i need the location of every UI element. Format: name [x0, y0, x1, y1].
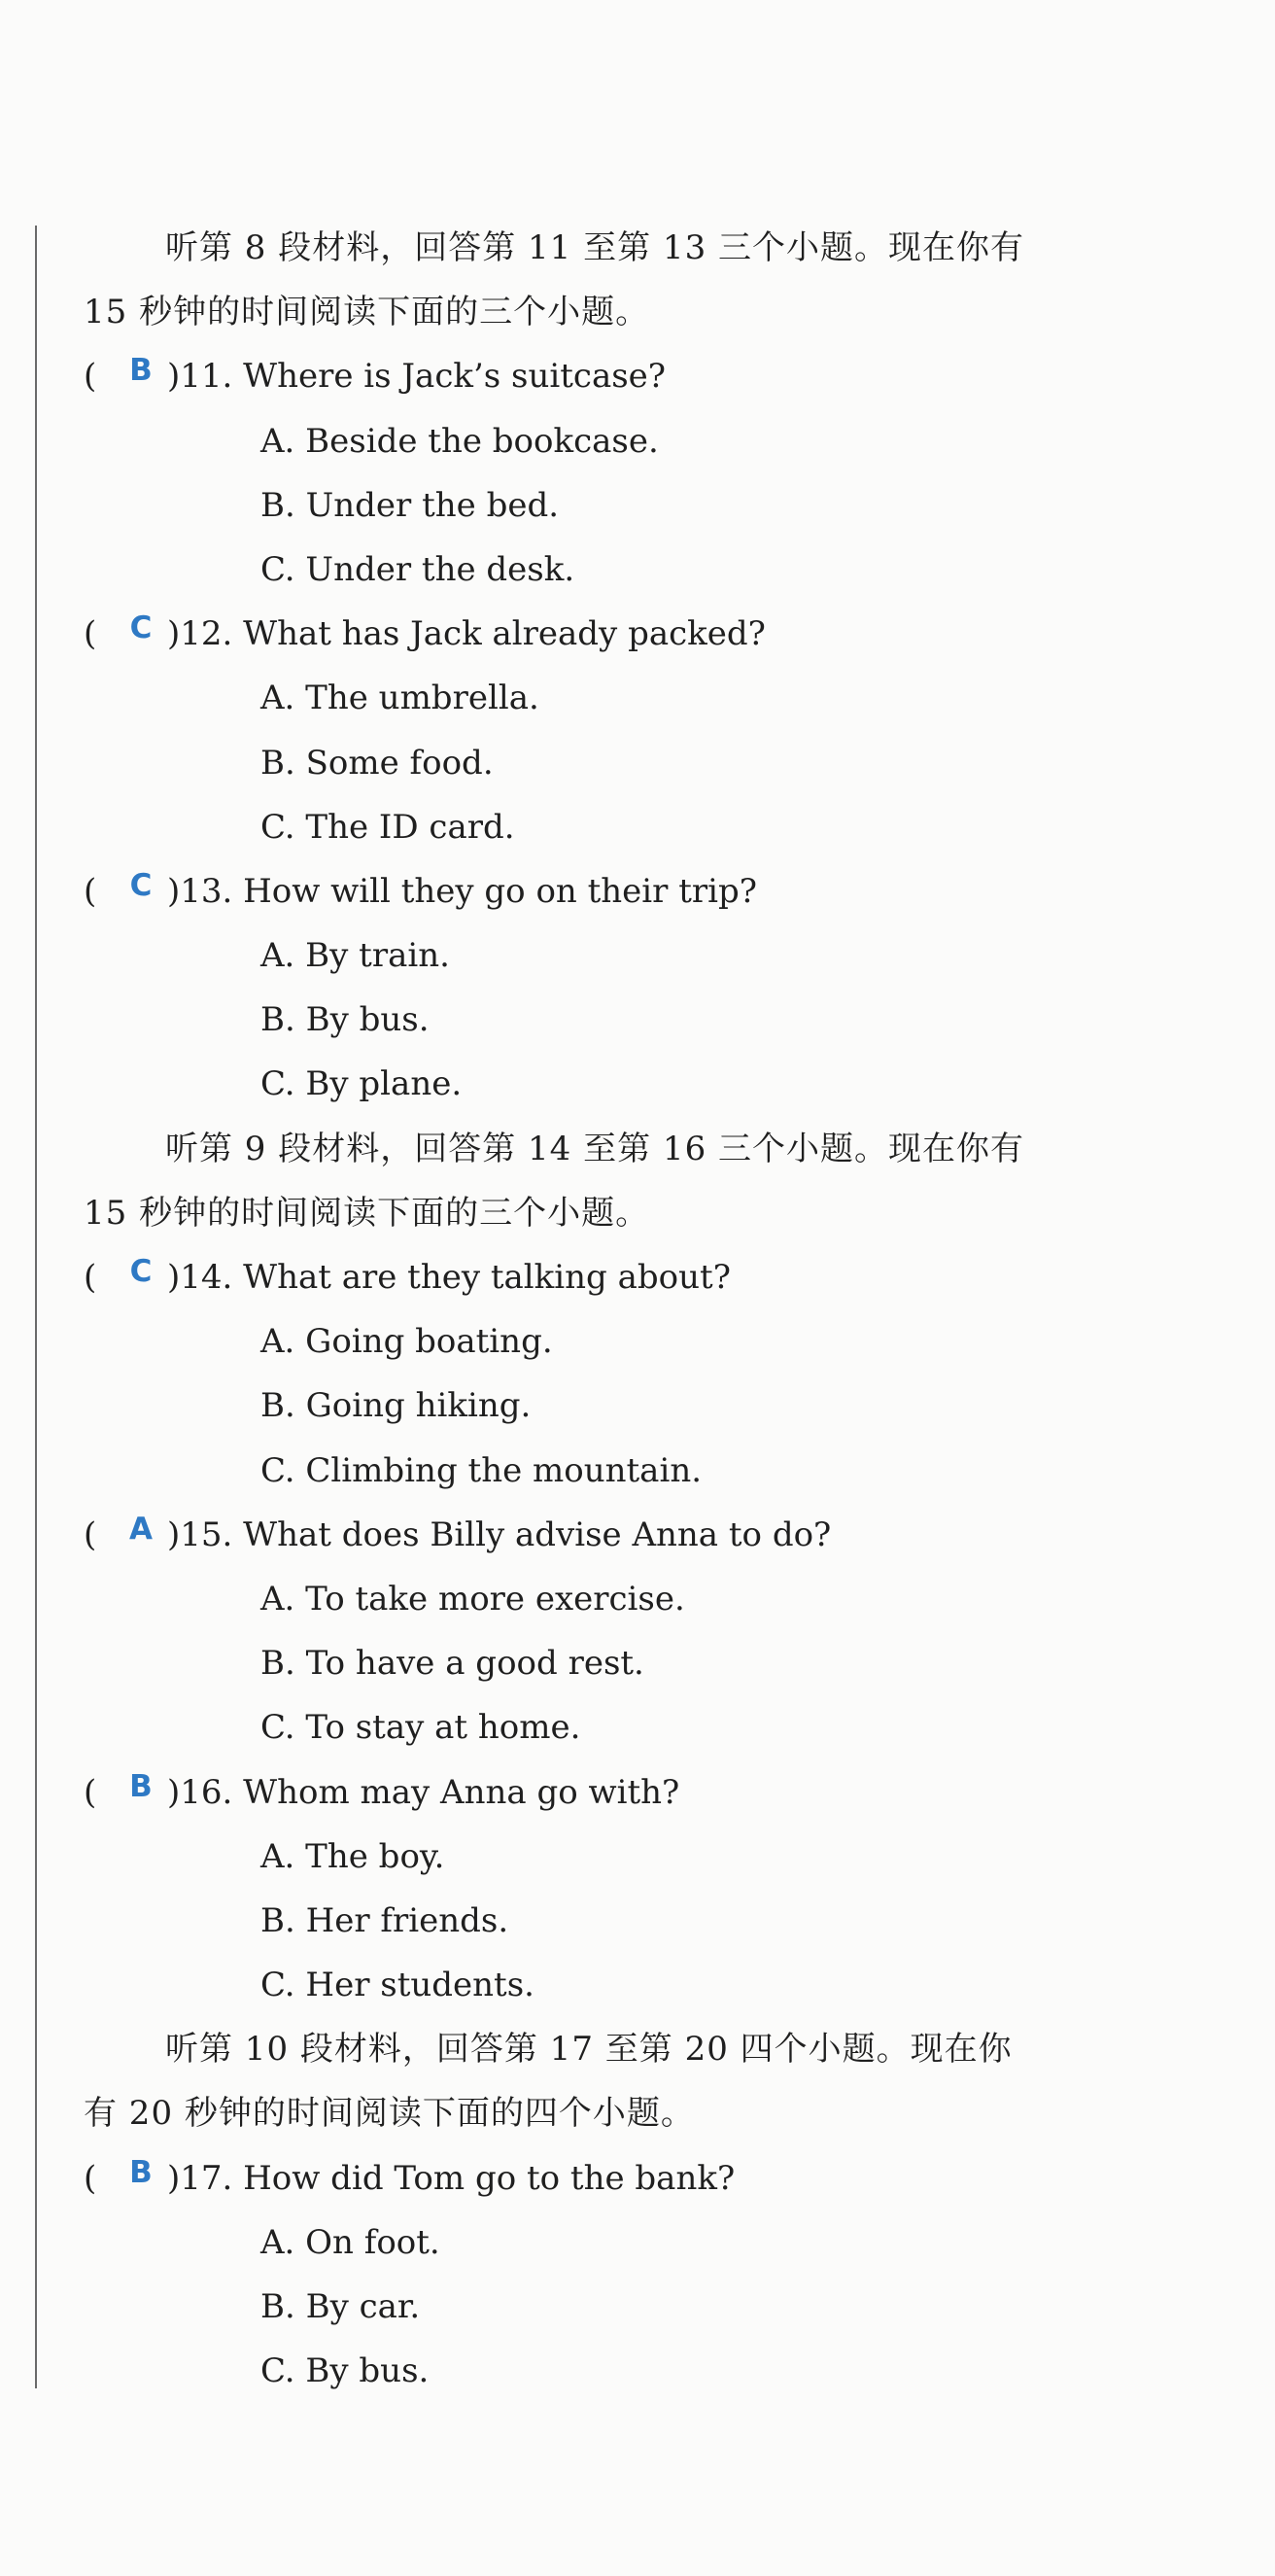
paren-open: ( [84, 1258, 97, 1297]
option-c: C. Under the desk. [260, 549, 575, 589]
paren-open: ( [84, 871, 97, 911]
option-a: A. By train. [260, 936, 450, 976]
question-text: )14. What are they talking about? [167, 1258, 731, 1297]
option-c: C. The ID card. [260, 807, 515, 847]
question-text: )13. How will they go on their trip? [167, 871, 758, 911]
answer-mark: A [129, 1511, 153, 1547]
answer-mark: C [129, 610, 153, 646]
question-16 [84, 1760, 1104, 1825]
section-intro-line: 听第 8 段材料，回答第 11 至第 13 三个小题。现在你有 [165, 228, 1025, 267]
listening-content [84, 216, 1104, 2403]
option-b: B. By car. [260, 2287, 421, 2326]
question-13 [84, 859, 1104, 923]
option-c: C. By plane. [260, 1064, 463, 1104]
option-c: C. To stay at home. [260, 1708, 581, 1748]
section-intro-line: 15 秒钟的时间阅读下面的三个小题。 [84, 293, 650, 332]
question-text: )11. Where is Jack’s suitcase? [167, 357, 667, 397]
question-17 [84, 2146, 1104, 2210]
paren-open: ( [84, 357, 97, 397]
option-a: A. The umbrella. [260, 679, 539, 718]
option-b: B. Under the bed. [260, 485, 560, 525]
section-intro-line: 15 秒钟的时间阅读下面的三个小题。 [84, 1193, 650, 1233]
question-text: )12. What has Jack already packed? [167, 614, 766, 654]
option-c: C. Her students. [260, 1966, 534, 2005]
option-a: A. Going boating. [260, 1322, 553, 1362]
question-text: )15. What does Billy advise Anna to do? [167, 1514, 832, 1554]
option-c: C. By bus. [260, 2351, 430, 2391]
question-12 [84, 602, 1104, 666]
option-b: B. Some food. [260, 743, 494, 783]
question-15 [84, 1503, 1104, 1567]
question-text: )16. Whom may Anna go with? [167, 1772, 680, 1812]
option-a: A. Beside the bookcase. [260, 421, 659, 461]
section-intro-line: 听第 10 段材料，回答第 17 至第 20 四个小题。现在你 [165, 2030, 1013, 2070]
answer-mark: B [129, 2154, 153, 2190]
answer-mark: B [129, 353, 153, 389]
margin-rule [35, 226, 37, 2388]
option-a: A. On foot. [260, 2222, 440, 2262]
paren-open: ( [84, 2158, 97, 2198]
option-b: B. Her friends. [260, 1900, 509, 1940]
answer-mark: B [129, 1768, 153, 1804]
paren-open: ( [84, 614, 97, 654]
option-b: B. To have a good rest. [260, 1644, 644, 1684]
answer-mark: C [129, 1254, 153, 1289]
paren-open: ( [84, 1514, 97, 1554]
paren-open: ( [84, 1772, 97, 1812]
answer-mark: C [129, 867, 153, 903]
option-b: B. By bus. [260, 1000, 430, 1040]
section-intro-line: 听第 9 段材料，回答第 14 至第 16 三个小题。现在你有 [165, 1129, 1025, 1168]
question-text: )17. How did Tom go to the bank? [167, 2158, 736, 2198]
section-intro-line: 有 20 秒钟的时间阅读下面的四个小题。 [84, 2094, 695, 2134]
option-b: B. Going hiking. [260, 1386, 532, 1426]
option-c: C. Climbing the mountain. [260, 1450, 703, 1490]
option-a: A. To take more exercise. [260, 1579, 685, 1619]
question-11 [84, 344, 1104, 408]
option-a: A. The boy. [260, 1836, 445, 1876]
question-14 [84, 1245, 1104, 1309]
